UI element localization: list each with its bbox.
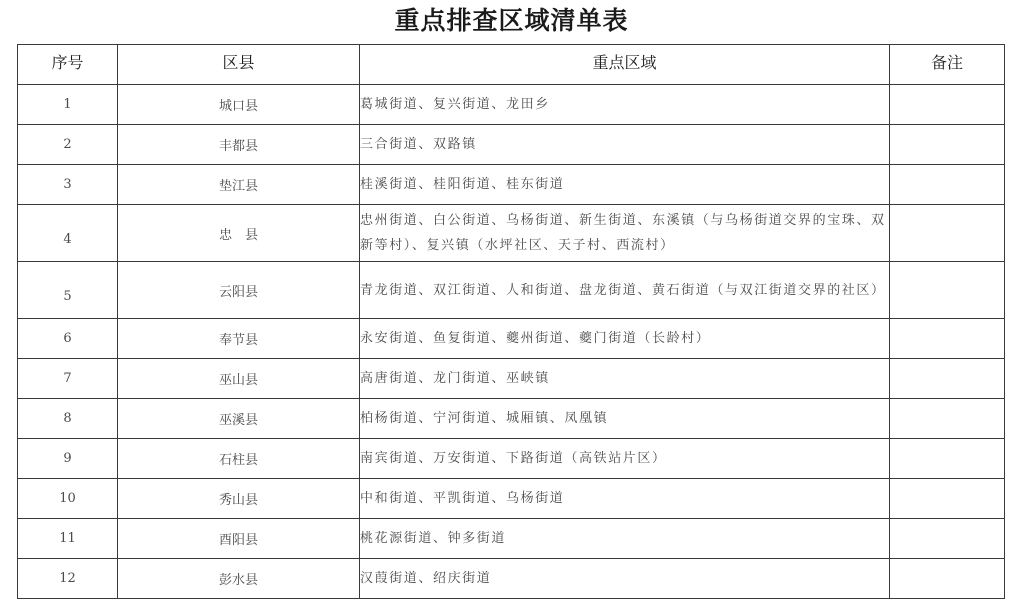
row-area: 柏杨街道、宁河街道、城厢镇、凤凰镇	[360, 399, 890, 439]
row-county: 巫溪县	[118, 399, 360, 439]
table-row	[18, 319, 1005, 359]
row-no: 12	[18, 559, 118, 599]
row-area: 中和街道、平凯街道、乌杨街道	[360, 479, 890, 519]
table-row	[18, 439, 1005, 479]
table-row	[18, 85, 1005, 125]
row-county: 石柱县	[118, 439, 360, 479]
row-area: 桂溪街道、桂阳街道、桂东街道	[360, 165, 890, 205]
row-remark	[890, 479, 1005, 519]
row-area: 忠州街道、白公街道、乌杨街道、新生街道、东溪镇（与乌杨街道交界的宝珠、双新等村）、复兴镇（水坪社区、天子村、西流村）	[360, 205, 890, 262]
row-remark	[890, 359, 1005, 399]
row-county: 彭水县	[118, 559, 360, 599]
row-area: 青龙街道、双江街道、人和街道、盘龙街道、黄石街道（与双江街道交界的社区）	[360, 262, 890, 319]
table-row	[18, 165, 1005, 205]
row-no: 10	[18, 479, 118, 519]
table-row	[18, 559, 1005, 599]
row-remark	[890, 439, 1005, 479]
row-county: 巫山县	[118, 359, 360, 399]
table-row	[18, 479, 1005, 519]
header-area: 重点区域	[360, 45, 890, 85]
row-remark	[890, 205, 1005, 262]
table-row	[18, 519, 1005, 559]
row-no: 3	[18, 165, 118, 205]
row-county: 云阳县	[118, 262, 360, 319]
row-area: 葛城街道、复兴街道、龙田乡	[360, 85, 890, 125]
row-no: 6	[18, 319, 118, 359]
row-remark	[890, 262, 1005, 319]
row-county: 秀山县	[118, 479, 360, 519]
header-no: 序号	[18, 45, 118, 85]
region-table	[17, 44, 1005, 599]
row-county: 酉阳县	[118, 519, 360, 559]
row-county: 垫江县	[118, 165, 360, 205]
row-county: 忠 县	[118, 205, 360, 262]
row-remark	[890, 559, 1005, 599]
table-row	[18, 359, 1005, 399]
row-no: 7	[18, 359, 118, 399]
header-county: 区县	[118, 45, 360, 85]
page-title: 重点排查区域清单表	[394, 6, 629, 35]
row-remark	[890, 319, 1005, 359]
table-row	[18, 205, 1005, 262]
row-area: 桃花源街道、钟多街道	[360, 519, 890, 559]
row-remark	[890, 165, 1005, 205]
row-county: 丰都县	[118, 125, 360, 165]
row-county: 城口县	[118, 85, 360, 125]
row-remark	[890, 519, 1005, 559]
row-remark	[890, 399, 1005, 439]
table-row	[18, 125, 1005, 165]
header-remark: 备注	[890, 45, 1005, 85]
row-remark	[890, 125, 1005, 165]
row-area: 高唐街道、龙门街道、巫峡镇	[360, 359, 890, 399]
row-no: 9	[18, 439, 118, 479]
header-row	[18, 45, 1005, 85]
row-remark	[890, 85, 1005, 125]
row-county: 奉节县	[118, 319, 360, 359]
row-no: 5	[18, 262, 118, 319]
row-area: 南宾街道、万安街道、下路街道（高铁站片区）	[360, 439, 890, 479]
row-area: 永安街道、鱼复街道、夔州街道、夔门街道（长龄村）	[360, 319, 890, 359]
row-no: 8	[18, 399, 118, 439]
row-area: 三合街道、双路镇	[360, 125, 890, 165]
row-no: 1	[18, 85, 118, 125]
row-no: 11	[18, 519, 118, 559]
row-no: 4	[18, 205, 118, 262]
table-row	[18, 399, 1005, 439]
row-no: 2	[18, 125, 118, 165]
table-row	[18, 262, 1005, 319]
row-area: 汉葭街道、绍庆街道	[360, 559, 890, 599]
